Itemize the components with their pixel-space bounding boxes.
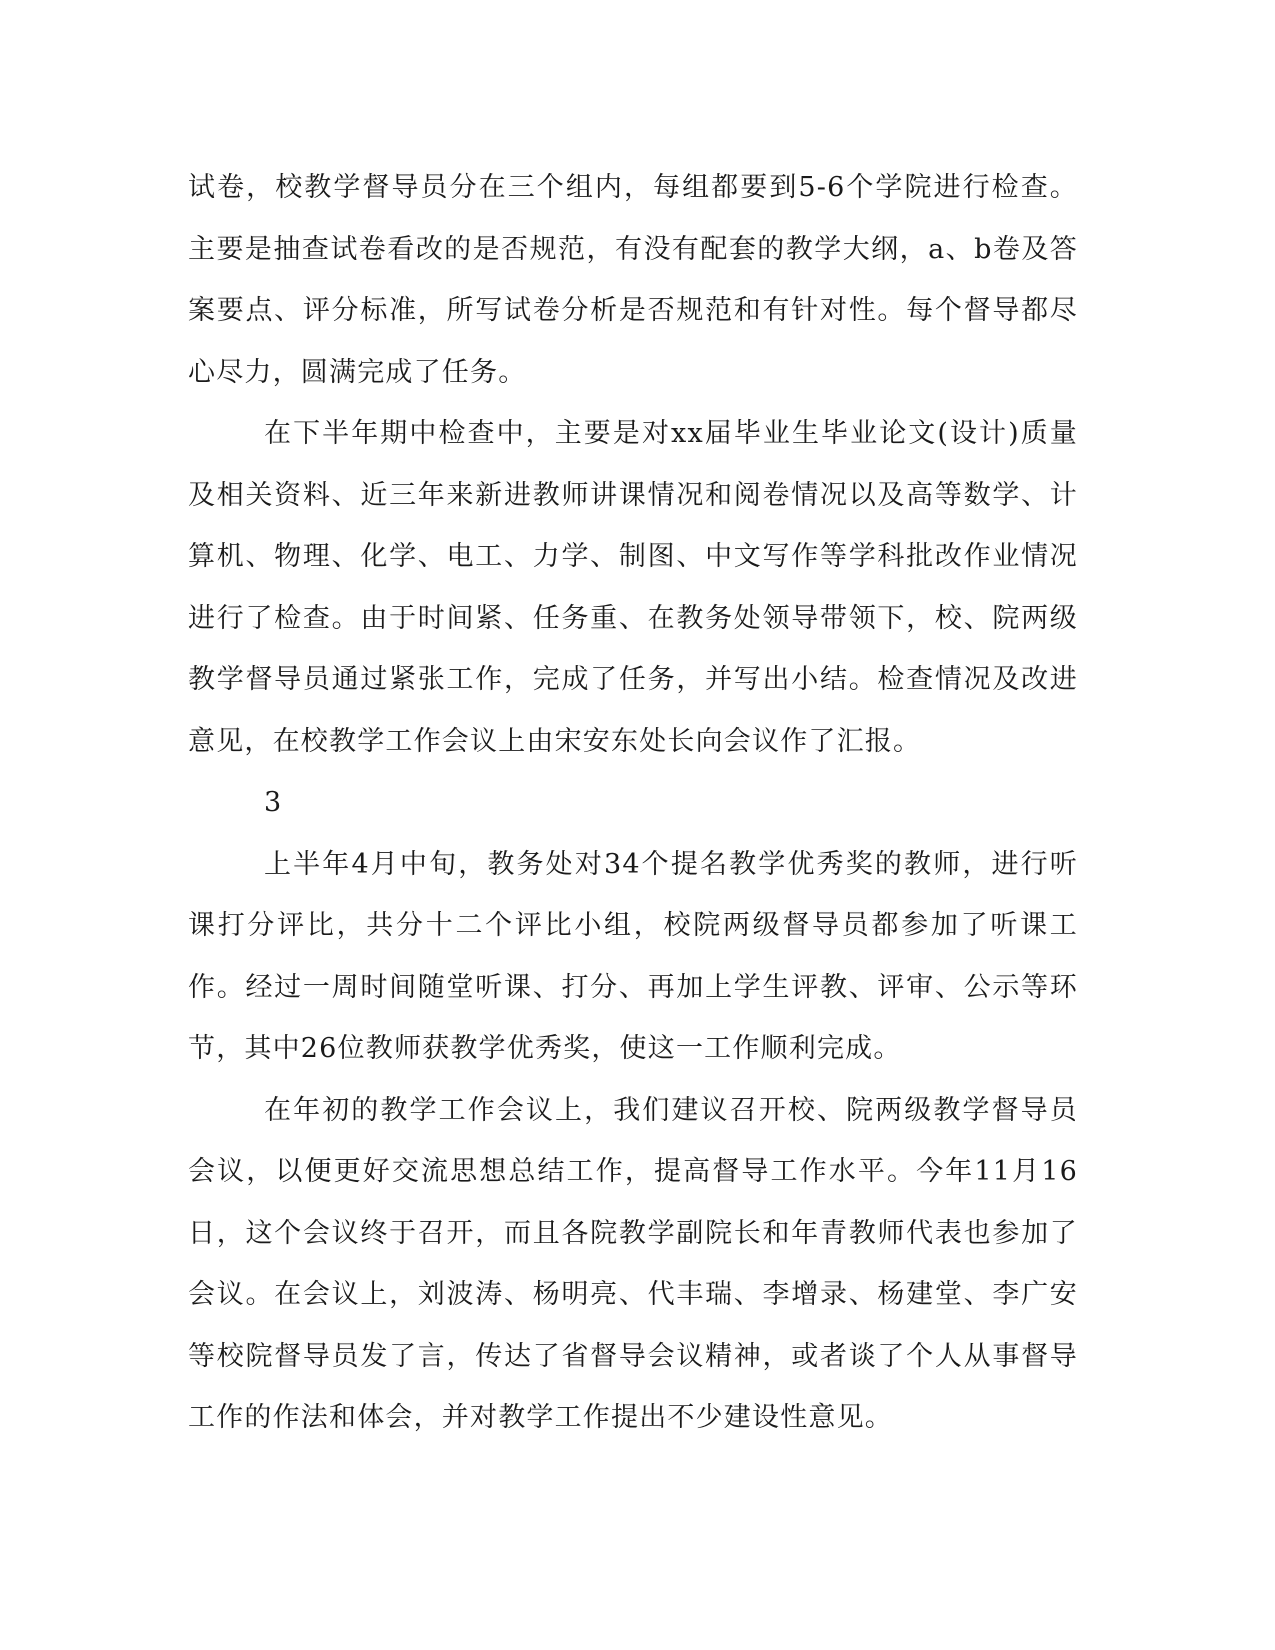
paragraph-teaching-award: 上半年4月中旬，教务处对34个提名教学优秀奖的教师，进行听课打分评比，共分十二个评比小组，校院两级督导员都参加了听课工作。经过一周时间随堂听课、打分、再加上学生评教、评审、公示等环节，其中26位教师获教学优秀奖，使这一工作顺利完成。 [188, 848, 1078, 1064]
paragraph-continuation: 试卷，校教学督导员分在三个组内，每组都要到5-6个学院进行检查。主要是抽查试卷看改的是否规范，有没有配套的教学大纲，a、b卷及答案要点、评分标准，所写试卷分析是否规范和有针对性。每个督导都尽心尽力，圆满完成了任务。 [188, 172, 1078, 388]
paragraph-supervisor-meeting: 在年初的教学工作会议上，我们建议召开校、院两级教学督导员会议，以便更好交流思想总结工作，提高督导工作水平。今年11月16日，这个会议终于召开，而且各院教学副院长和年青教师代表也参加了会议。在会议上，刘波涛、杨明亮、代丰瑞、李增录、杨建堂、李广安等校院督导员发了言，传达了省督导会议精神，或者谈了个人从事督导工作的作法和体会，并对教学工作提出不少建设性意见。 [188, 1094, 1078, 1433]
document-body [188, 157, 1078, 1449]
paragraph-midterm-check: 在下半年期中检查中，主要是对xx届毕业生毕业论文(设计)质量及相关资料、近三年来新进教师讲课情况和阅卷情况以及高等数学、计算机、物理、化学、电工、力学、制图、中文写作等学科批改作业情况进行了检查。由于时间紧、任务重、在教务处领导带领下，校、院两级教学督导员通过紧张工作，完成了任务，并写出小结。检查情况及改进意见，在校教学工作会议上由宋安东处长向会议作了汇报。 [188, 418, 1078, 757]
section-number: 3 [264, 787, 283, 818]
